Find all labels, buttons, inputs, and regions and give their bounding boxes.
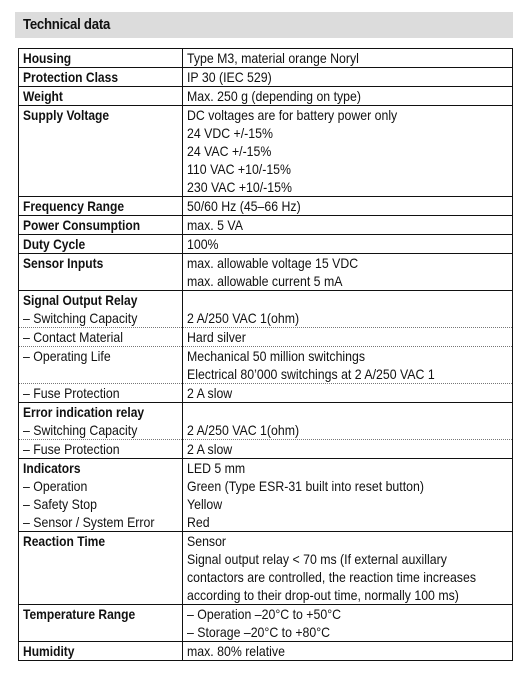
spec-row bbox=[19, 291, 513, 310]
spec-value-line: 110 VAC +10/-15% bbox=[187, 161, 291, 177]
spec-row bbox=[19, 421, 513, 440]
spec-row bbox=[19, 328, 513, 347]
spec-value-line: 24 VDC +/-15% bbox=[187, 125, 273, 141]
spec-label-cell bbox=[19, 459, 183, 478]
spec-value-cell bbox=[183, 328, 513, 347]
spec-row bbox=[19, 235, 513, 254]
spec-label: Supply Voltage bbox=[23, 107, 110, 123]
spec-label-cell bbox=[19, 421, 183, 440]
spec-label-cell bbox=[19, 477, 183, 495]
spec-value-cell bbox=[183, 106, 513, 197]
spec-value-line: max. allowable current 5 mA bbox=[187, 273, 343, 289]
spec-label: Power Consumption bbox=[23, 217, 141, 233]
spec-label: Duty Cycle bbox=[23, 236, 86, 252]
spec-row bbox=[19, 532, 513, 605]
spec-label: – Switching Capacity bbox=[23, 310, 138, 326]
spec-label-cell bbox=[19, 254, 183, 291]
spec-value-line: Yellow bbox=[187, 496, 223, 512]
spec-value-line: contactors are controlled, the reaction time increases bbox=[187, 569, 476, 585]
spec-value-line: max. 5 VA bbox=[187, 217, 243, 233]
spec-value-cell bbox=[183, 532, 513, 605]
spec-label-cell bbox=[19, 495, 183, 513]
spec-label: Frequency Range bbox=[23, 198, 125, 214]
spec-row bbox=[19, 477, 513, 495]
spec-label: Indicators bbox=[23, 460, 81, 476]
spec-label-cell bbox=[19, 235, 183, 254]
spec-label: – Fuse Protection bbox=[23, 385, 120, 401]
spec-label: – Operating Life bbox=[23, 348, 111, 364]
spec-value-line: according to their drop-out time, normally 100 ms) bbox=[187, 587, 459, 603]
spec-row bbox=[19, 87, 513, 106]
spec-value-cell bbox=[183, 68, 513, 87]
spec-label: Housing bbox=[23, 50, 72, 66]
spec-value-line: 24 VAC +/-15% bbox=[187, 143, 272, 159]
spec-label: – Switching Capacity bbox=[23, 422, 138, 438]
spec-value-cell bbox=[183, 477, 513, 495]
spec-label-cell bbox=[19, 347, 183, 384]
spec-label-cell bbox=[19, 513, 183, 532]
spec-row bbox=[19, 384, 513, 403]
spec-row bbox=[19, 495, 513, 513]
spec-value-line: 2 A/250 VAC 1(ohm) bbox=[187, 422, 300, 438]
spec-row bbox=[19, 49, 513, 68]
spec-row bbox=[19, 605, 513, 642]
spec-label: Weight bbox=[23, 88, 63, 104]
spec-label: Signal Output Relay bbox=[23, 292, 138, 308]
spec-label: Protection Class bbox=[23, 69, 119, 85]
section-title: Technical data bbox=[23, 16, 111, 33]
spec-label: – Fuse Protection bbox=[23, 441, 120, 457]
spec-value-line: LED 5 mm bbox=[187, 460, 246, 476]
spec-value-cell bbox=[183, 87, 513, 106]
spec-row bbox=[19, 459, 513, 478]
spec-row bbox=[19, 347, 513, 384]
spec-value-line: 2 A/250 VAC 1(ohm) bbox=[187, 310, 300, 326]
spec-value-line: Green (Type ESR-31 built into reset button) bbox=[187, 478, 424, 494]
spec-value-cell bbox=[183, 459, 513, 478]
spec-value-line: 100% bbox=[187, 236, 219, 252]
spec-label: – Contact Material bbox=[23, 329, 123, 345]
spec-value-line: Red bbox=[187, 514, 210, 530]
spec-value-line: 2 A slow bbox=[187, 441, 233, 457]
spec-value-line: 50/60 Hz (45–66 Hz) bbox=[187, 198, 301, 214]
section-title-bar bbox=[15, 12, 513, 38]
spec-label-cell bbox=[19, 532, 183, 605]
spec-value-cell bbox=[183, 384, 513, 403]
spec-label-cell bbox=[19, 642, 183, 661]
spec-value-line: Mechanical 50 million switchings bbox=[187, 348, 366, 364]
spec-value-cell bbox=[183, 513, 513, 532]
spec-value-cell bbox=[183, 440, 513, 459]
spec-row bbox=[19, 440, 513, 459]
spec-label-cell bbox=[19, 106, 183, 197]
spec-value-line: DC voltages are for battery power only bbox=[187, 107, 398, 123]
spec-label-cell bbox=[19, 384, 183, 403]
spec-value-line: Electrical 80’000 switchings at 2 A/250 VAC 1 bbox=[187, 366, 435, 382]
spec-value-cell bbox=[183, 605, 513, 642]
spec-value-cell bbox=[183, 235, 513, 254]
spec-row bbox=[19, 197, 513, 216]
spec-row bbox=[19, 106, 513, 197]
spec-label-cell bbox=[19, 197, 183, 216]
spec-label-cell bbox=[19, 328, 183, 347]
spec-row bbox=[19, 403, 513, 422]
spec-row bbox=[19, 513, 513, 532]
spec-row bbox=[19, 642, 513, 661]
spec-value-cell bbox=[183, 216, 513, 235]
spec-label: Humidity bbox=[23, 643, 75, 659]
spec-value-line: Sensor bbox=[187, 533, 227, 549]
spec-label-cell bbox=[19, 605, 183, 642]
spec-value-line: 230 VAC +10/-15% bbox=[187, 179, 292, 195]
spec-value-line: Type M3, material orange Noryl bbox=[187, 50, 359, 66]
spec-value-line: Max. 250 g (depending on type) bbox=[187, 88, 361, 104]
spec-value-cell bbox=[183, 421, 513, 440]
spec-label-cell bbox=[19, 216, 183, 235]
spec-label-cell bbox=[19, 309, 183, 328]
spec-value-cell bbox=[183, 197, 513, 216]
spec-label-cell bbox=[19, 49, 183, 68]
spec-value-line: max. allowable voltage 15 VDC bbox=[187, 255, 359, 271]
spec-label: Sensor Inputs bbox=[23, 255, 104, 271]
spec-row bbox=[19, 68, 513, 87]
spec-value-cell bbox=[183, 49, 513, 68]
spec-value-cell bbox=[183, 291, 513, 310]
spec-label: – Sensor / System Error bbox=[23, 514, 155, 530]
spec-value-line: Signal output relay < 70 ms (If external auxillary bbox=[187, 551, 447, 567]
spec-value-cell bbox=[183, 495, 513, 513]
spec-label: Error indication relay bbox=[23, 404, 145, 420]
spec-label: Temperature Range bbox=[23, 606, 136, 622]
spec-label: – Safety Stop bbox=[23, 496, 97, 512]
spec-value-line: – Storage –20°C to +80°C bbox=[187, 624, 331, 640]
spec-row bbox=[19, 216, 513, 235]
spec-value-cell bbox=[183, 642, 513, 661]
spec-label-cell bbox=[19, 403, 183, 422]
spec-value-line: 2 A slow bbox=[187, 385, 233, 401]
spec-label-cell bbox=[19, 440, 183, 459]
technical-data-table bbox=[18, 48, 513, 661]
spec-value-line: IP 30 (IEC 529) bbox=[187, 69, 272, 85]
spec-value-line: – Operation –20°C to +50°C bbox=[187, 606, 342, 622]
spec-label-cell bbox=[19, 291, 183, 310]
spec-value-line: Hard silver bbox=[187, 329, 246, 345]
spec-label-cell bbox=[19, 87, 183, 106]
spec-value-cell bbox=[183, 403, 513, 422]
spec-row bbox=[19, 309, 513, 328]
spec-row bbox=[19, 254, 513, 291]
spec-value-cell bbox=[183, 347, 513, 384]
spec-label-cell bbox=[19, 68, 183, 87]
spec-value-line: max. 80% relative bbox=[187, 643, 285, 659]
spec-value-cell bbox=[183, 254, 513, 291]
spec-value-cell bbox=[183, 309, 513, 328]
spec-label: – Operation bbox=[23, 478, 88, 494]
spec-label: Reaction Time bbox=[23, 533, 106, 549]
